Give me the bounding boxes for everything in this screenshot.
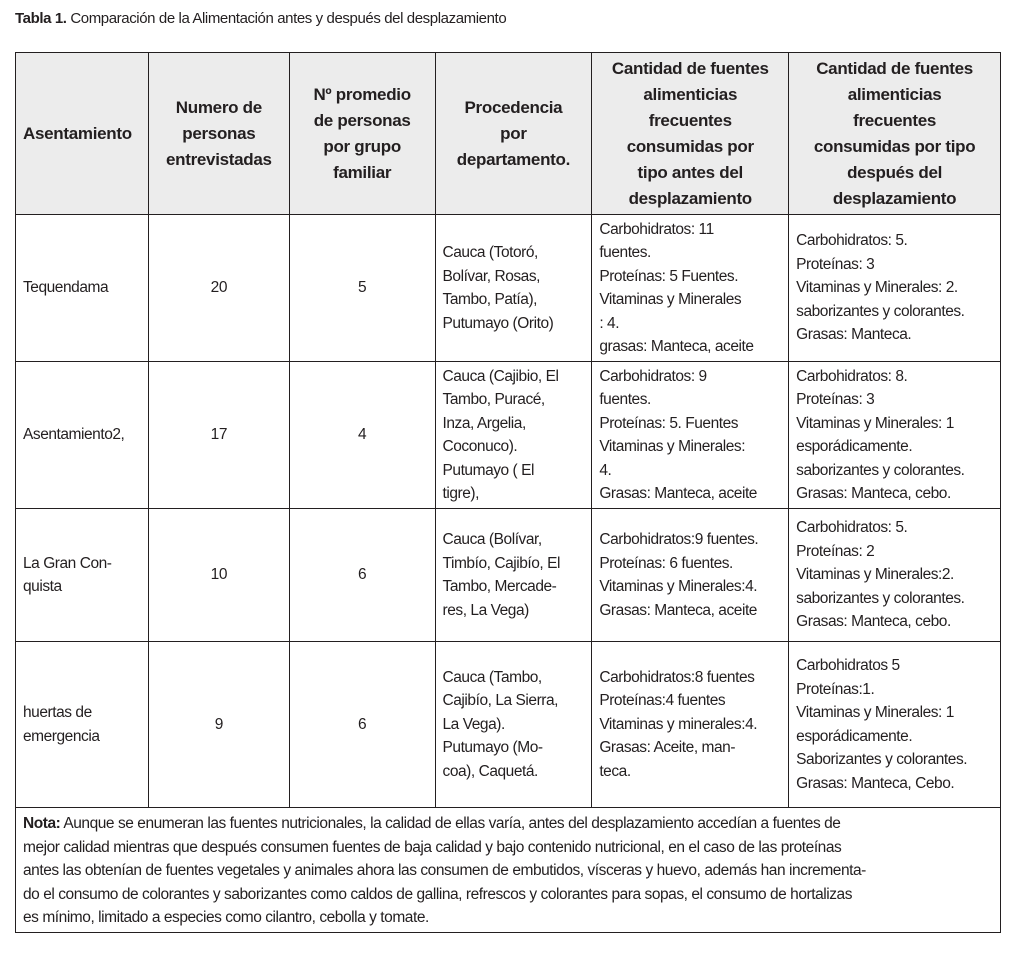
cell-promedio: 4 — [289, 362, 435, 509]
cell-line: alimenticias — [847, 84, 942, 104]
cell-asentamiento — [16, 642, 149, 808]
cell-asentamiento — [16, 362, 149, 509]
cell-line: Proteínas: 2 — [796, 542, 875, 560]
cell-antes — [592, 509, 789, 642]
table-row — [16, 215, 1001, 362]
cell-line: Putumayo (Orito) — [442, 314, 554, 332]
cell-line: entrevistadas — [165, 149, 272, 169]
cell-line: Cajibío, La Sierra, — [442, 692, 559, 710]
cell-line: Putumayo (Mo- — [442, 739, 543, 757]
cell-despues — [789, 215, 1001, 362]
cell-line: Carbohidratos:9 fuentes. — [599, 531, 759, 548]
cell-line: Tequendama — [23, 279, 109, 297]
cell-line: Tambo, Patía), — [442, 291, 538, 308]
cell-line: Coconuco). — [442, 438, 518, 455]
cell-line: fuentes. — [599, 391, 651, 408]
cell-line: Vitaminas y Minerales: 2. — [796, 279, 958, 297]
header-despues — [789, 53, 1001, 215]
cell-line: Saborizantes y colorantes. — [796, 751, 968, 768]
table-note — [16, 808, 1001, 933]
cell-line: Vitaminas y minerales:4. — [599, 715, 758, 733]
table-row — [16, 642, 1001, 808]
cell-line: Nº promedio — [313, 84, 411, 104]
cell-antes — [592, 215, 789, 362]
cell-line: Carbohidratos:8 fuentes — [599, 668, 755, 686]
cell-procedencia — [435, 509, 592, 642]
cell-line: frecuentes — [853, 110, 937, 130]
cell-line: huertas de — [23, 704, 92, 721]
cell-line: Proteínas:1. — [796, 680, 875, 698]
cell-line: consumidas por tipo — [813, 136, 976, 156]
cell-line: esporádicamente. — [796, 438, 913, 455]
cell-entrevistadas: 17 — [148, 362, 289, 509]
cell-line: familiar — [333, 162, 392, 182]
cell-line: res, La Vega) — [442, 601, 529, 619]
cell-line: Proteínas:4 fuentes — [599, 692, 726, 710]
cell-line: Proteínas: 5. Fuentes — [599, 414, 739, 432]
cell-line: Grasas: Manteca, Cebo. — [796, 774, 955, 792]
cell-line: Carbohidratos: 8. — [796, 367, 908, 385]
cell-line: Vitaminas y Minerales — [599, 291, 742, 308]
cell-entrevistadas: 9 — [148, 642, 289, 808]
cell-line: Proteínas: 6 fuentes. — [599, 554, 733, 572]
header-entrevistadas — [148, 53, 289, 215]
cell-line: saborizantes y colorantes. — [796, 461, 965, 479]
cell-asentamiento — [16, 509, 149, 642]
cell-line: Carbohidratos 5 — [796, 657, 900, 674]
cell-line: Proteínas: 3 — [796, 391, 875, 408]
cell-line: emergencia — [23, 727, 100, 745]
cell-promedio: 6 — [289, 509, 435, 642]
cell-line: desplazamiento — [832, 188, 957, 208]
cell-line: consumidas por — [626, 136, 754, 156]
cell-line: Cauca (Tambo, — [442, 668, 542, 686]
cell-line: saborizantes y colorantes. — [796, 302, 965, 320]
header-row — [16, 53, 1001, 215]
cell-line: alimenticias — [643, 84, 738, 104]
cell-line: esporádicamente. — [796, 727, 913, 745]
cell-promedio: 6 — [289, 642, 435, 808]
cell-line: Cantidad de fuentes — [611, 58, 769, 78]
cell-line: teca. — [599, 762, 631, 780]
cell-procedencia — [435, 362, 592, 509]
cell-line: por — [500, 123, 527, 143]
cell-line: Grasas: Manteca, aceite — [599, 485, 757, 502]
cell-line: tigre), — [442, 485, 479, 502]
caption-label: Tabla 1. — [15, 10, 67, 27]
table-caption — [15, 10, 506, 27]
comparison-table — [15, 52, 1001, 933]
cell-line: Cantidad de fuentes — [816, 58, 973, 78]
cell-line: Inza, Argelia, — [442, 414, 526, 432]
cell-line: Cauca (Cajibio, El — [442, 367, 559, 385]
cell-line: Vitaminas y Minerales: 1 — [796, 704, 954, 721]
cell-line: grasas: Manteca, aceite — [599, 338, 754, 355]
cell-line: Cauca (Bolívar, — [442, 531, 542, 548]
note-line: do el consumo de colorantes y saborizantes como caldos de gallina, refrescos y colorantes para sopas, el consumo de hortalizas — [23, 885, 853, 903]
cell-line: La Vega). — [442, 715, 505, 733]
cell-line: de personas — [313, 110, 411, 130]
cell-line: tipo antes del — [637, 162, 743, 182]
cell-line: después del — [847, 162, 943, 182]
cell-line: Grasas: Manteca, cebo. — [796, 485, 951, 502]
cell-line: desplazamiento — [628, 188, 752, 208]
cell-line: Timbío, Cajibío, El — [442, 554, 561, 572]
cell-promedio: 5 — [289, 215, 435, 362]
cell-line: Grasas: Manteca, aceite — [599, 601, 757, 619]
cell-line: Vitaminas y Minerales: — [599, 438, 746, 455]
note-label: Nota: — [23, 815, 61, 832]
cell-entrevistadas: 10 — [148, 509, 289, 642]
cell-procedencia — [435, 642, 592, 808]
cell-line: Tambo, Mercade- — [442, 578, 557, 595]
cell-line: Asentamiento — [23, 123, 132, 143]
cell-asentamiento — [16, 215, 149, 362]
note-line: mejor calidad mientras que después consumen fuentes de baja calidad y bajo contenido nutricional, en el caso de las proteínas — [23, 838, 842, 856]
cell-line: saborizantes y colorantes. — [796, 589, 965, 607]
cell-despues — [789, 509, 1001, 642]
note-row — [16, 808, 1001, 933]
cell-line: Vitaminas y Minerales:2. — [796, 566, 954, 584]
cell-line: Vitaminas y Minerales: 1 — [796, 414, 954, 432]
cell-line: coa), Caquetá. — [442, 762, 538, 780]
note-line: antes las obtenían de fuentes vegetales y animales ahora las consumen de embutidos, vísceras y huevo, además han incrementa- — [23, 862, 866, 879]
cell-line: Proteínas: 5 Fuentes. — [599, 267, 739, 285]
cell-line: Carbohidratos: 11 — [599, 220, 714, 238]
cell-line: fuentes. — [599, 244, 651, 261]
cell-antes — [592, 642, 789, 808]
cell-line: Proteínas: 3 — [796, 255, 875, 273]
cell-line: Putumayo ( El — [442, 461, 535, 479]
cell-line: Grasas: Aceite, man- — [599, 739, 736, 757]
cell-line: Carbohidratos: 5. — [796, 519, 908, 537]
cell-line: Cauca (Totoró, — [442, 244, 538, 261]
cell-despues — [789, 362, 1001, 509]
cell-line: quista — [23, 578, 62, 595]
note-line — [23, 812, 993, 836]
cell-line: Vitaminas y Minerales:4. — [599, 578, 758, 595]
cell-despues — [789, 642, 1001, 808]
cell-line: frecuentes — [648, 110, 732, 130]
cell-line: Procedencia — [464, 97, 563, 117]
cell-line: La Gran Con- — [23, 554, 112, 572]
header-procedencia — [435, 53, 592, 215]
cell-line: por grupo — [323, 136, 401, 156]
header-promedio — [289, 53, 435, 215]
cell-line: 4. — [599, 461, 612, 479]
cell-procedencia — [435, 215, 592, 362]
cell-line: Grasas: Manteca. — [796, 326, 912, 344]
cell-line: Grasas: Manteca, cebo. — [796, 613, 951, 631]
header-antes — [592, 53, 789, 215]
cell-line: departamento. — [456, 149, 571, 169]
cell-antes — [592, 362, 789, 509]
cell-line: : 4. — [599, 314, 620, 332]
cell-line: Asentamiento2, — [23, 426, 125, 444]
note-line: es mínimo, limitado a especies como cilantro, cebolla y tomate. — [23, 909, 429, 926]
cell-line: personas — [182, 123, 256, 143]
cell-line: Carbohidratos: 9 — [599, 367, 707, 385]
cell-line: Bolívar, Rosas, — [442, 267, 541, 285]
cell-line: Carbohidratos: 5. — [796, 232, 908, 250]
header-asentamiento — [16, 53, 149, 215]
table-row — [16, 362, 1001, 509]
cell-line: Numero de — [175, 97, 262, 117]
table-row — [16, 509, 1001, 642]
cell-line: Tambo, Puracé, — [442, 391, 545, 408]
cell-entrevistadas: 20 — [148, 215, 289, 362]
note-text: Aunque se enumeran las fuentes nutricionales, la calidad de ellas varía, antes del desplazamiento accedían a fuentes de — [60, 815, 841, 832]
caption-text: Comparación de la Alimentación antes y después del desplazamiento — [66, 10, 507, 27]
